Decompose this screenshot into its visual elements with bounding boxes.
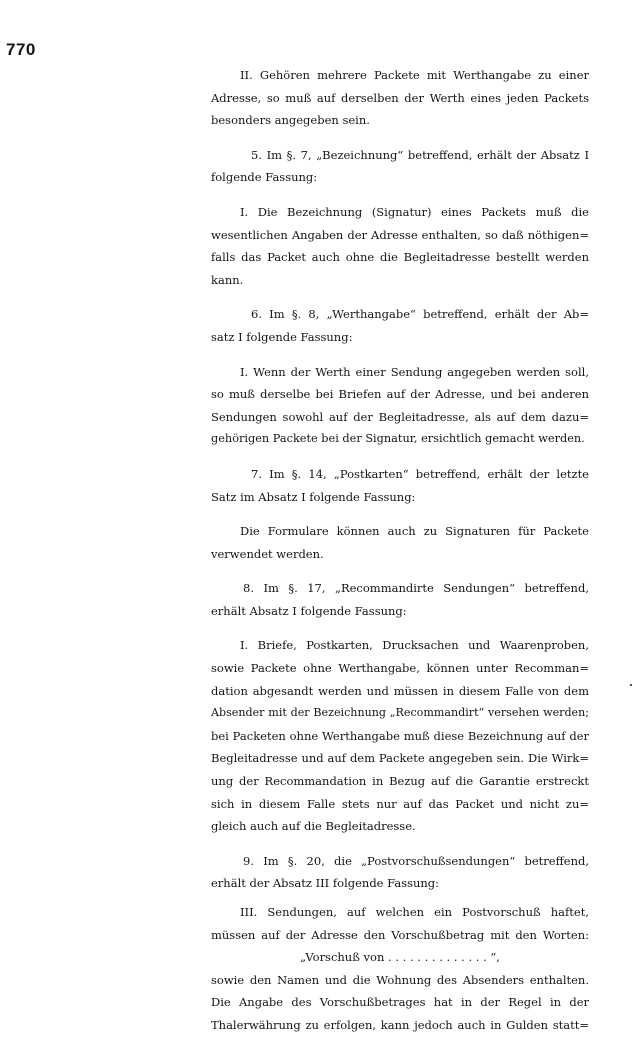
paragraph-ii-werthangabe (211, 64, 589, 132)
text-line: ung der Recommandation in Bezug auf die Garantie erstreckt (211, 774, 589, 789)
paragraph-formulare (211, 520, 589, 565)
text-line: wesentlichen Angaben der Adresse enthalten, so daß nöthigen= (211, 227, 589, 242)
page-number: 770 (6, 40, 36, 59)
text-line: Thalerwährung zu erfolgen, kann jedoch auch in Gulden statt= (211, 1017, 589, 1032)
text-line: besonders angegeben sein. (211, 113, 370, 128)
paragraph-i-bezeichnung (211, 201, 589, 291)
text-line: I. Die Bezeichnung (Signatur) eines Packets muß die (240, 204, 589, 219)
paragraph-i-briefe (211, 634, 589, 837)
page-text (211, 64, 589, 1037)
text-line: Die Angabe des Vorschußbetrages hat in der Regel in der (211, 995, 589, 1010)
text-line: müssen auf der Adresse den Vorschußbetrag mit den Worten: (211, 927, 589, 942)
text-line: II. Gehören mehrere Packete mit Werthangabe zu einer (240, 68, 589, 82)
text-line: I. Briefe, Postkarten, Drucksachen und Waarenproben, (240, 638, 589, 653)
heading-line: 8. Im §. 17, „Recommandirte Sendungen“ betreffend, (243, 581, 589, 596)
heading-line: erhält der Absatz III folgende Fassung: (211, 876, 440, 891)
text-line: sowie den Namen und die Wohnung des Absenders enthalten. (211, 972, 589, 987)
text-line: gleich auch auf die Begleitadresse. (211, 819, 416, 834)
paragraph-iii-sendungen (211, 901, 589, 1037)
text-line: so muß derselbe bei Briefen auf der Adresse, und bei anderen (211, 387, 589, 402)
text-line: sowie Packete ohne Werthangabe, können unter Recomman= (211, 661, 589, 676)
text-line: Absender mit der Bezeichnung „Recommandirt“ versehen werden; (211, 706, 589, 720)
text-line: sich in diesem Falle stets nur auf das Packet und nicht zu= (211, 796, 589, 811)
text-line: falls das Packet auch ohne die Begleitadresse bestellt werden (211, 250, 589, 265)
heading-line: 7. Im §. 14, „Postkarten“ betreffend, erhält der letzte (251, 466, 589, 481)
text-line: III. Sendungen, auf welchen ein Postvorschuß haftet, (240, 905, 589, 919)
text-line: „Vorschuß von . . . . . . . . . . . . . . “, (300, 950, 500, 965)
text-line: dation abgesandt werden und müssen in diesem Falle von dem (211, 683, 589, 698)
text-line: I. Wenn der Werth einer Sendung angegeben werden soll, (240, 364, 589, 379)
section-heading-7 (211, 463, 589, 508)
scan-speck (630, 684, 632, 686)
paragraph-i-werth (211, 361, 589, 451)
text-line: Sendungen sowohl auf der Begleitadresse, als auf dem dazu= (211, 409, 589, 424)
text-line: gehörigen Packete bei der Signatur, ersichtlich gemacht werden. (211, 432, 585, 446)
text-line: Die Formulare können auch zu Signaturen für Packete (240, 524, 589, 539)
section-heading-6 (211, 303, 589, 348)
heading-line: satz I folgende Fassung: (211, 329, 353, 344)
section-heading-9 (211, 850, 589, 895)
section-heading-5 (211, 144, 589, 189)
text-line: verwendet werden. (211, 546, 324, 561)
heading-line: 6. Im §. 8, „Werthangabe“ betreffend, erhält der Ab= (251, 307, 589, 322)
section-heading-8 (211, 577, 589, 622)
heading-line: 5. Im §. 7, „Bezeichnung“ betreffend, erhält der Absatz I (251, 147, 589, 162)
text-line: Adresse, so muß auf derselben der Werth eines jeden Packets (211, 90, 589, 105)
text-line: Begleitadresse und auf dem Packete angegeben sein. Die Wirk= (211, 751, 589, 766)
heading-line: 9. Im §. 20, die „Postvorschußsendungen“ betreffend, (243, 853, 589, 868)
heading-line: erhält Absatz I folgende Fassung: (211, 603, 407, 618)
text-line: bei Packeten ohne Werthangabe muß diese Bezeichnung auf der (211, 728, 589, 743)
text-line: kann. (211, 272, 244, 287)
heading-line: Satz im Absatz I folgende Fassung: (211, 489, 416, 504)
heading-line: folgende Fassung: (211, 170, 318, 185)
